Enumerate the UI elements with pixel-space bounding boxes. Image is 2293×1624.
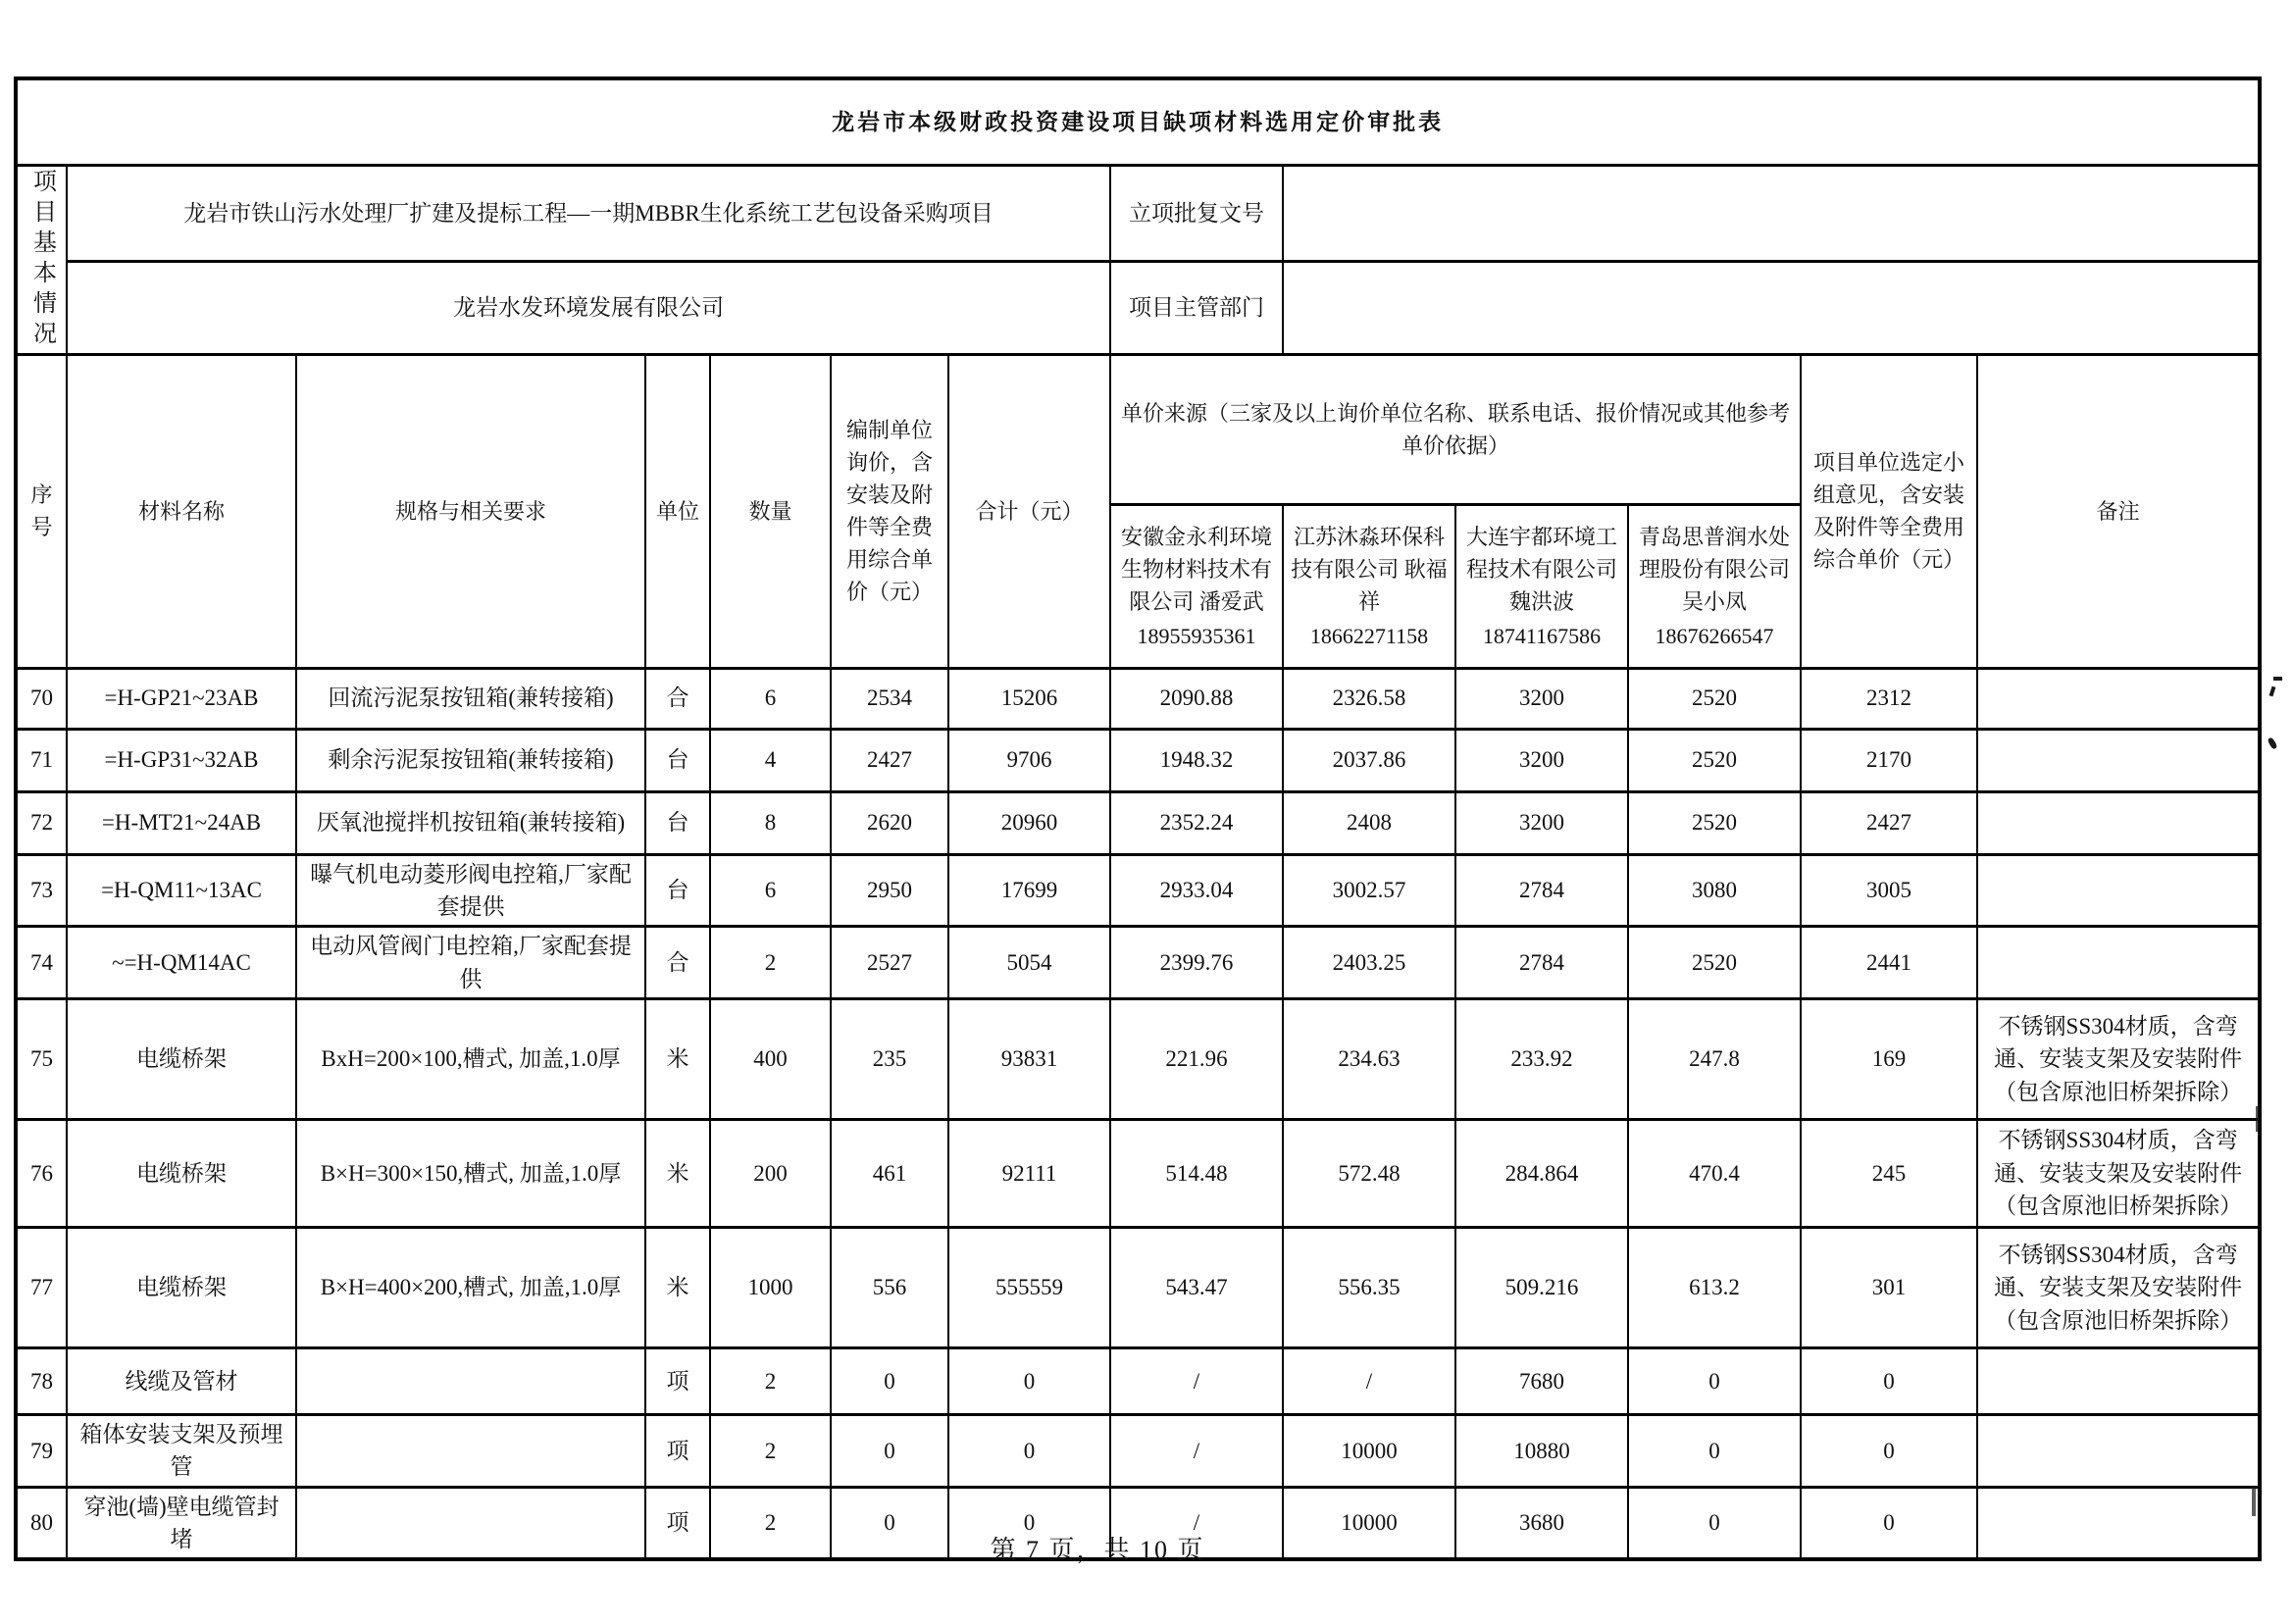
cell-qty: 8: [710, 791, 831, 854]
cell-quote-1: 2090.88: [1110, 668, 1283, 729]
scan-artifact: [2256, 1106, 2259, 1132]
cell-quote-2: 572.48: [1283, 1119, 1455, 1227]
col-header-seq: 序号: [16, 354, 67, 668]
cell-no: 78: [16, 1347, 67, 1414]
cell-quote-2: 2037.86: [1283, 729, 1455, 791]
cell-quote-4: 0: [1628, 1347, 1801, 1414]
cell-qty: 4: [710, 729, 831, 791]
cell-remark: [1977, 791, 2260, 854]
cell-spec: 曝气机电动菱形阀电控箱,厂家配套提供: [296, 854, 645, 927]
cell-remark: [1977, 729, 2260, 791]
cell-remark: 不锈钢SS304材质，含弯通、安装支架及安装附件（包含原池旧桥架拆除）: [1977, 1119, 2260, 1227]
header-row-upper: [16, 354, 2260, 504]
cell-remark: [1977, 854, 2260, 927]
info-section-label-text: 项目基本情况: [28, 168, 55, 351]
cell-material: 箱体安装支架及预埋管: [67, 1414, 296, 1487]
cell-quote-2: 234.63: [1283, 998, 1455, 1119]
cell-spec: [296, 1347, 645, 1414]
cell-material: 电缆桥架: [67, 1227, 296, 1347]
cell-unit: 米: [645, 998, 710, 1119]
cell-unit-price: 0: [831, 1487, 948, 1559]
cell-qty: 1000: [710, 1227, 831, 1347]
cell-qty: 6: [710, 668, 831, 729]
cell-quote-1: /: [1110, 1414, 1283, 1487]
scan-artifact: [2273, 677, 2282, 681]
approval-doc-value: [1283, 165, 2260, 262]
cell-remark: [1977, 1414, 2260, 1487]
cell-remark: 不锈钢SS304材质，含弯通、安装支架及安装附件（包含原池旧桥架拆除）: [1977, 1227, 2260, 1347]
cell-quote-2: 2408: [1283, 791, 1455, 854]
table-row: [16, 1414, 2260, 1487]
cell-quote-4: 2520: [1628, 729, 1801, 791]
cell-total: 92111: [948, 1119, 1110, 1227]
cell-unit-price: 2950: [831, 854, 948, 927]
cell-quote-1: 514.48: [1110, 1119, 1283, 1227]
col-header-unit: 单位: [645, 354, 710, 668]
vendor-header-4: [1628, 504, 1801, 668]
cell-remark: 不锈钢SS304材质，含弯通、安装支架及安装附件（包含原池旧桥架拆除）: [1977, 998, 2260, 1119]
cell-selected: 0: [1801, 1487, 1977, 1559]
cell-material: =H-MT21~24AB: [67, 791, 296, 854]
cell-quote-2: 3002.57: [1283, 854, 1455, 927]
cell-quote-4: 470.4: [1628, 1119, 1801, 1227]
cell-quote-1: 221.96: [1110, 998, 1283, 1119]
cell-no: 75: [16, 998, 67, 1119]
cell-total: 93831: [948, 998, 1110, 1119]
cell-selected: 2312: [1801, 668, 1977, 729]
cell-no: 76: [16, 1119, 67, 1227]
cell-quote-3: 3200: [1455, 668, 1628, 729]
vendor-header-1: [1110, 504, 1283, 668]
cell-qty: 2: [710, 927, 831, 999]
vendor-header-2: [1283, 504, 1455, 668]
vendor-name: 青岛思普润水处理股份有限公司 吴小凤: [1638, 524, 1790, 614]
cell-total: 20960: [948, 791, 1110, 854]
cell-unit: 米: [645, 1119, 710, 1227]
cell-quote-2: 10000: [1283, 1487, 1455, 1559]
cell-selected: 169: [1801, 998, 1977, 1119]
cell-no: 72: [16, 791, 67, 854]
cell-total: 5054: [948, 927, 1110, 999]
cell-material: ~=H-QM14AC: [67, 927, 296, 999]
cell-spec: BxH=200×100,槽式, 加盖,1.0厚: [296, 998, 645, 1119]
cell-material: 线缆及管材: [67, 1347, 296, 1414]
cell-unit-price: 0: [831, 1347, 948, 1414]
cell-quote-1: 2399.76: [1110, 927, 1283, 999]
cell-material: =H-GP31~32AB: [67, 729, 296, 791]
cell-qty: 2: [710, 1347, 831, 1414]
table-row: [16, 927, 2260, 999]
cell-quote-3: 284.864: [1455, 1119, 1628, 1227]
cell-unit-price: 2427: [831, 729, 948, 791]
cell-quote-1: 543.47: [1110, 1227, 1283, 1347]
cell-no: 73: [16, 854, 67, 927]
table-row: [16, 1347, 2260, 1414]
approval-table: [14, 76, 2262, 1561]
cell-quote-4: 0: [1628, 1414, 1801, 1487]
cell-quote-2: 10000: [1283, 1414, 1455, 1487]
cell-unit: 项: [645, 1414, 710, 1487]
col-header-material: 材料名称: [67, 354, 296, 668]
cell-spec: 电动风管阀门电控箱,厂家配套提供: [296, 927, 645, 999]
table-row: [16, 998, 2260, 1119]
page-title: 龙岩市本级财政投资建设项目缺项材料选用定价审批表: [16, 78, 2260, 165]
scan-artifact: [2267, 736, 2277, 749]
vendor-phone: 18741167586: [1482, 623, 1602, 648]
cell-quote-3: 7680: [1455, 1347, 1628, 1414]
cell-total: 555559: [948, 1227, 1110, 1347]
approval-doc-label: 立项批复文号: [1110, 165, 1283, 262]
cell-unit-price: 2527: [831, 927, 948, 999]
cell-quote-1: /: [1110, 1487, 1283, 1559]
cell-spec: 回流污泥泵按钮箱(兼转接箱): [296, 668, 645, 729]
cell-unit: 合: [645, 927, 710, 999]
cell-total: 0: [948, 1347, 1110, 1414]
cell-unit: 台: [645, 729, 710, 791]
table-row: [16, 1227, 2260, 1347]
dept-value: [1283, 262, 2260, 354]
cell-qty: 200: [710, 1119, 831, 1227]
cell-no: 77: [16, 1227, 67, 1347]
col-header-price-source: 单价来源（三家及以上询价单位名称、联系电话、报价情况或其他参考单价依据）: [1110, 354, 1801, 504]
cell-total: 17699: [948, 854, 1110, 927]
cell-selected: 2441: [1801, 927, 1977, 999]
cell-quote-3: 2784: [1455, 927, 1628, 999]
vendor-name: 江苏沐淼环保科技有限公司 耿福祥: [1291, 524, 1448, 614]
cell-spec: B×H=400×200,槽式, 加盖,1.0厚: [296, 1227, 645, 1347]
vendor-name: 安徽金永利环境生物材料技术有限公司 潘爱武: [1120, 524, 1272, 614]
dept-label: 项目主管部门: [1110, 262, 1283, 354]
cell-no: 74: [16, 927, 67, 999]
info-section-label: [16, 165, 67, 354]
cell-selected: 2170: [1801, 729, 1977, 791]
project-name-cell: 龙岩市铁山污水处理厂扩建及提标工程—一期MBBR生化系统工艺包设备采购项目: [67, 165, 1110, 262]
cell-quote-4: 247.8: [1628, 998, 1801, 1119]
scan-artifact: [2252, 1487, 2256, 1516]
cell-unit: 合: [645, 668, 710, 729]
cell-quote-1: 2352.24: [1110, 791, 1283, 854]
table-row: [16, 729, 2260, 791]
cell-qty: 6: [710, 854, 831, 927]
col-header-spec: 规格与相关要求: [296, 354, 645, 668]
cell-quote-1: 1948.32: [1110, 729, 1283, 791]
vendor-phone: 18955935361: [1137, 623, 1256, 648]
cell-material: 电缆桥架: [67, 1119, 296, 1227]
cell-unit-price: 461: [831, 1119, 948, 1227]
cell-remark: [1977, 1347, 2260, 1414]
cell-spec: B×H=300×150,槽式, 加盖,1.0厚: [296, 1119, 645, 1227]
cell-quote-2: 2326.58: [1283, 668, 1455, 729]
cell-quote-4: 0: [1628, 1487, 1801, 1559]
cell-qty: 2: [710, 1414, 831, 1487]
page-number: 第 7 页，共 10 页: [990, 1536, 1205, 1564]
cell-total: 0: [948, 1487, 1110, 1559]
cell-spec: [296, 1414, 645, 1487]
cell-quote-3: 233.92: [1455, 998, 1628, 1119]
cell-quote-3: 3200: [1455, 729, 1628, 791]
info-row-2: [16, 262, 2260, 354]
cell-quote-3: 3200: [1455, 791, 1628, 854]
table-row: [16, 791, 2260, 854]
cell-quote-1: /: [1110, 1347, 1283, 1414]
table-row: [16, 1119, 2260, 1227]
cell-unit: 米: [645, 1227, 710, 1347]
cell-selected: 245: [1801, 1119, 1977, 1227]
cell-material: 电缆桥架: [67, 998, 296, 1119]
cell-unit-price: 2620: [831, 791, 948, 854]
cell-unit: 台: [645, 791, 710, 854]
cell-remark: [1977, 927, 2260, 999]
vendor-name: 大连宇都环境工程技术有限公司 魏洪波: [1465, 524, 1617, 614]
cell-selected: 301: [1801, 1227, 1977, 1347]
cell-material: 穿池(墙)壁电缆管封堵: [67, 1487, 296, 1559]
cell-unit-price: 556: [831, 1227, 948, 1347]
cell-quote-4: 2520: [1628, 668, 1801, 729]
cell-quote-3: 509.216: [1455, 1227, 1628, 1347]
cell-qty: 400: [710, 998, 831, 1119]
vendor-phone: 18676266547: [1655, 623, 1774, 648]
cell-quote-4: 3080: [1628, 854, 1801, 927]
cell-total: 0: [948, 1414, 1110, 1487]
cell-unit-price: 0: [831, 1414, 948, 1487]
cell-unit: 台: [645, 854, 710, 927]
col-header-remark: 备注: [1977, 354, 2260, 668]
cell-material: =H-QM11~13AC: [67, 854, 296, 927]
cell-qty: 2: [710, 1487, 831, 1559]
cell-total: 15206: [948, 668, 1110, 729]
col-header-selected: 项目单位选定小组意见，含安装及附件等全费用综合单价（元）: [1801, 354, 1977, 668]
cell-spec: 剩余污泥泵按钮箱(兼转接箱): [296, 729, 645, 791]
cell-spec: 厌氧池搅拌机按钮箱(兼转接箱): [296, 791, 645, 854]
col-header-inquiry: 编制单位询价，含安装及附件等全费用综合单价（元）: [831, 354, 948, 668]
owner-name-cell: 龙岩水发环境发展有限公司: [67, 262, 1110, 354]
cell-material: =H-GP21~23AB: [67, 668, 296, 729]
scan-artifact: [2269, 686, 2276, 697]
cell-selected: 3005: [1801, 854, 1977, 927]
cell-quote-2: /: [1283, 1347, 1455, 1414]
cell-quote-3: 10880: [1455, 1414, 1628, 1487]
cell-remark: [1977, 668, 2260, 729]
cell-quote-1: 2933.04: [1110, 854, 1283, 927]
cell-selected: 0: [1801, 1414, 1977, 1487]
vendor-header-3: [1455, 504, 1628, 668]
cell-no: 80: [16, 1487, 67, 1559]
cell-quote-2: 2403.25: [1283, 927, 1455, 999]
cell-quote-3: 3680: [1455, 1487, 1628, 1559]
cell-unit-price: 2534: [831, 668, 948, 729]
vendor-phone: 18662271158: [1309, 623, 1429, 648]
cell-quote-4: 2520: [1628, 927, 1801, 999]
col-header-qty: 数量: [710, 354, 831, 668]
cell-total: 9706: [948, 729, 1110, 791]
cell-no: 79: [16, 1414, 67, 1487]
cell-quote-3: 2784: [1455, 854, 1628, 927]
cell-quote-4: 613.2: [1628, 1227, 1801, 1347]
table-row: [16, 668, 2260, 729]
info-row-1: [16, 165, 2260, 262]
cell-selected: 2427: [1801, 791, 1977, 854]
cell-selected: 0: [1801, 1347, 1977, 1414]
table-row: [16, 854, 2260, 927]
cell-no: 71: [16, 729, 67, 791]
cell-unit: 项: [645, 1347, 710, 1414]
cell-unit-price: 235: [831, 998, 948, 1119]
title-row: [16, 78, 2260, 165]
col-header-total: 合计（元）: [948, 354, 1110, 668]
cell-unit: 项: [645, 1487, 710, 1559]
cell-quote-2: 556.35: [1283, 1227, 1455, 1347]
cell-quote-4: 2520: [1628, 791, 1801, 854]
cell-no: 70: [16, 668, 67, 729]
